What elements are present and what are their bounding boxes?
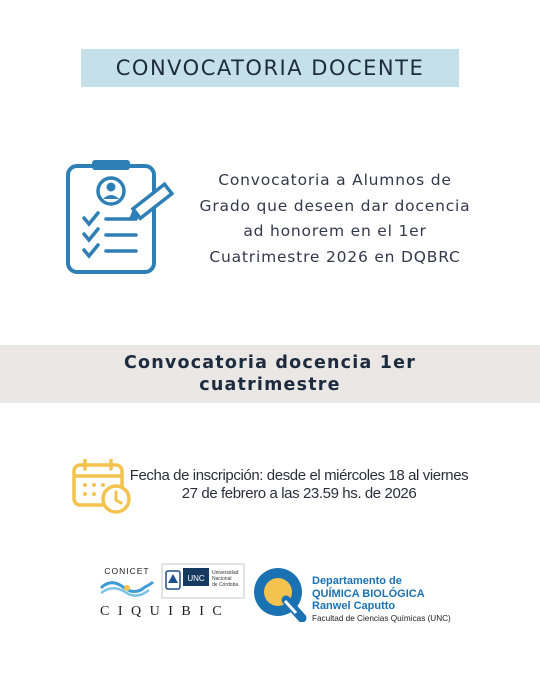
- conicet-wave-icon: [99, 576, 155, 598]
- section-band: [0, 345, 540, 403]
- unc-name-line3: de Córdoba: [212, 582, 239, 588]
- section-heading: Convocatoria docencia 1er cuatrimestre: [123, 353, 417, 395]
- unc-name-line1: Universidad: [212, 570, 239, 576]
- department-name: [312, 575, 492, 624]
- conicet-label: CONICET: [104, 566, 150, 576]
- unc-logo: [161, 563, 245, 599]
- unc-name-line2: Nacional: [212, 576, 232, 582]
- unc-badge-text: UNC: [187, 574, 205, 583]
- qb-logo-icon: [252, 566, 308, 622]
- page-title: CONVOCATORIA DOCENTE: [115, 56, 425, 80]
- ciquibic-logo-text: CIQUIBIC: [100, 604, 231, 619]
- clipboard-checklist-icon: [62, 158, 174, 278]
- conicet-logo: [99, 566, 155, 602]
- dept-line1: Departamento de: [312, 575, 402, 587]
- intro-description: Convocatoria a Alumnos de Grado que deseen dar docencia ad honorem en el 1er Cuatrimestre 2026 en DQBRC: [199, 171, 471, 266]
- page-title-box: [81, 49, 459, 87]
- registration-text: Fecha de inscripción: desde el miércoles 18 al viernes 27 de febrero a las 23.59 hs. de 2026: [129, 467, 469, 502]
- dept-line3: Ranwel Caputto: [312, 600, 396, 612]
- dept-line2: QUÍMICA BIOLÓGICA: [312, 587, 425, 600]
- calendar-clock-icon: [72, 459, 134, 515]
- dept-line4: Facultad de Ciencias Químicas (UNC): [312, 613, 451, 623]
